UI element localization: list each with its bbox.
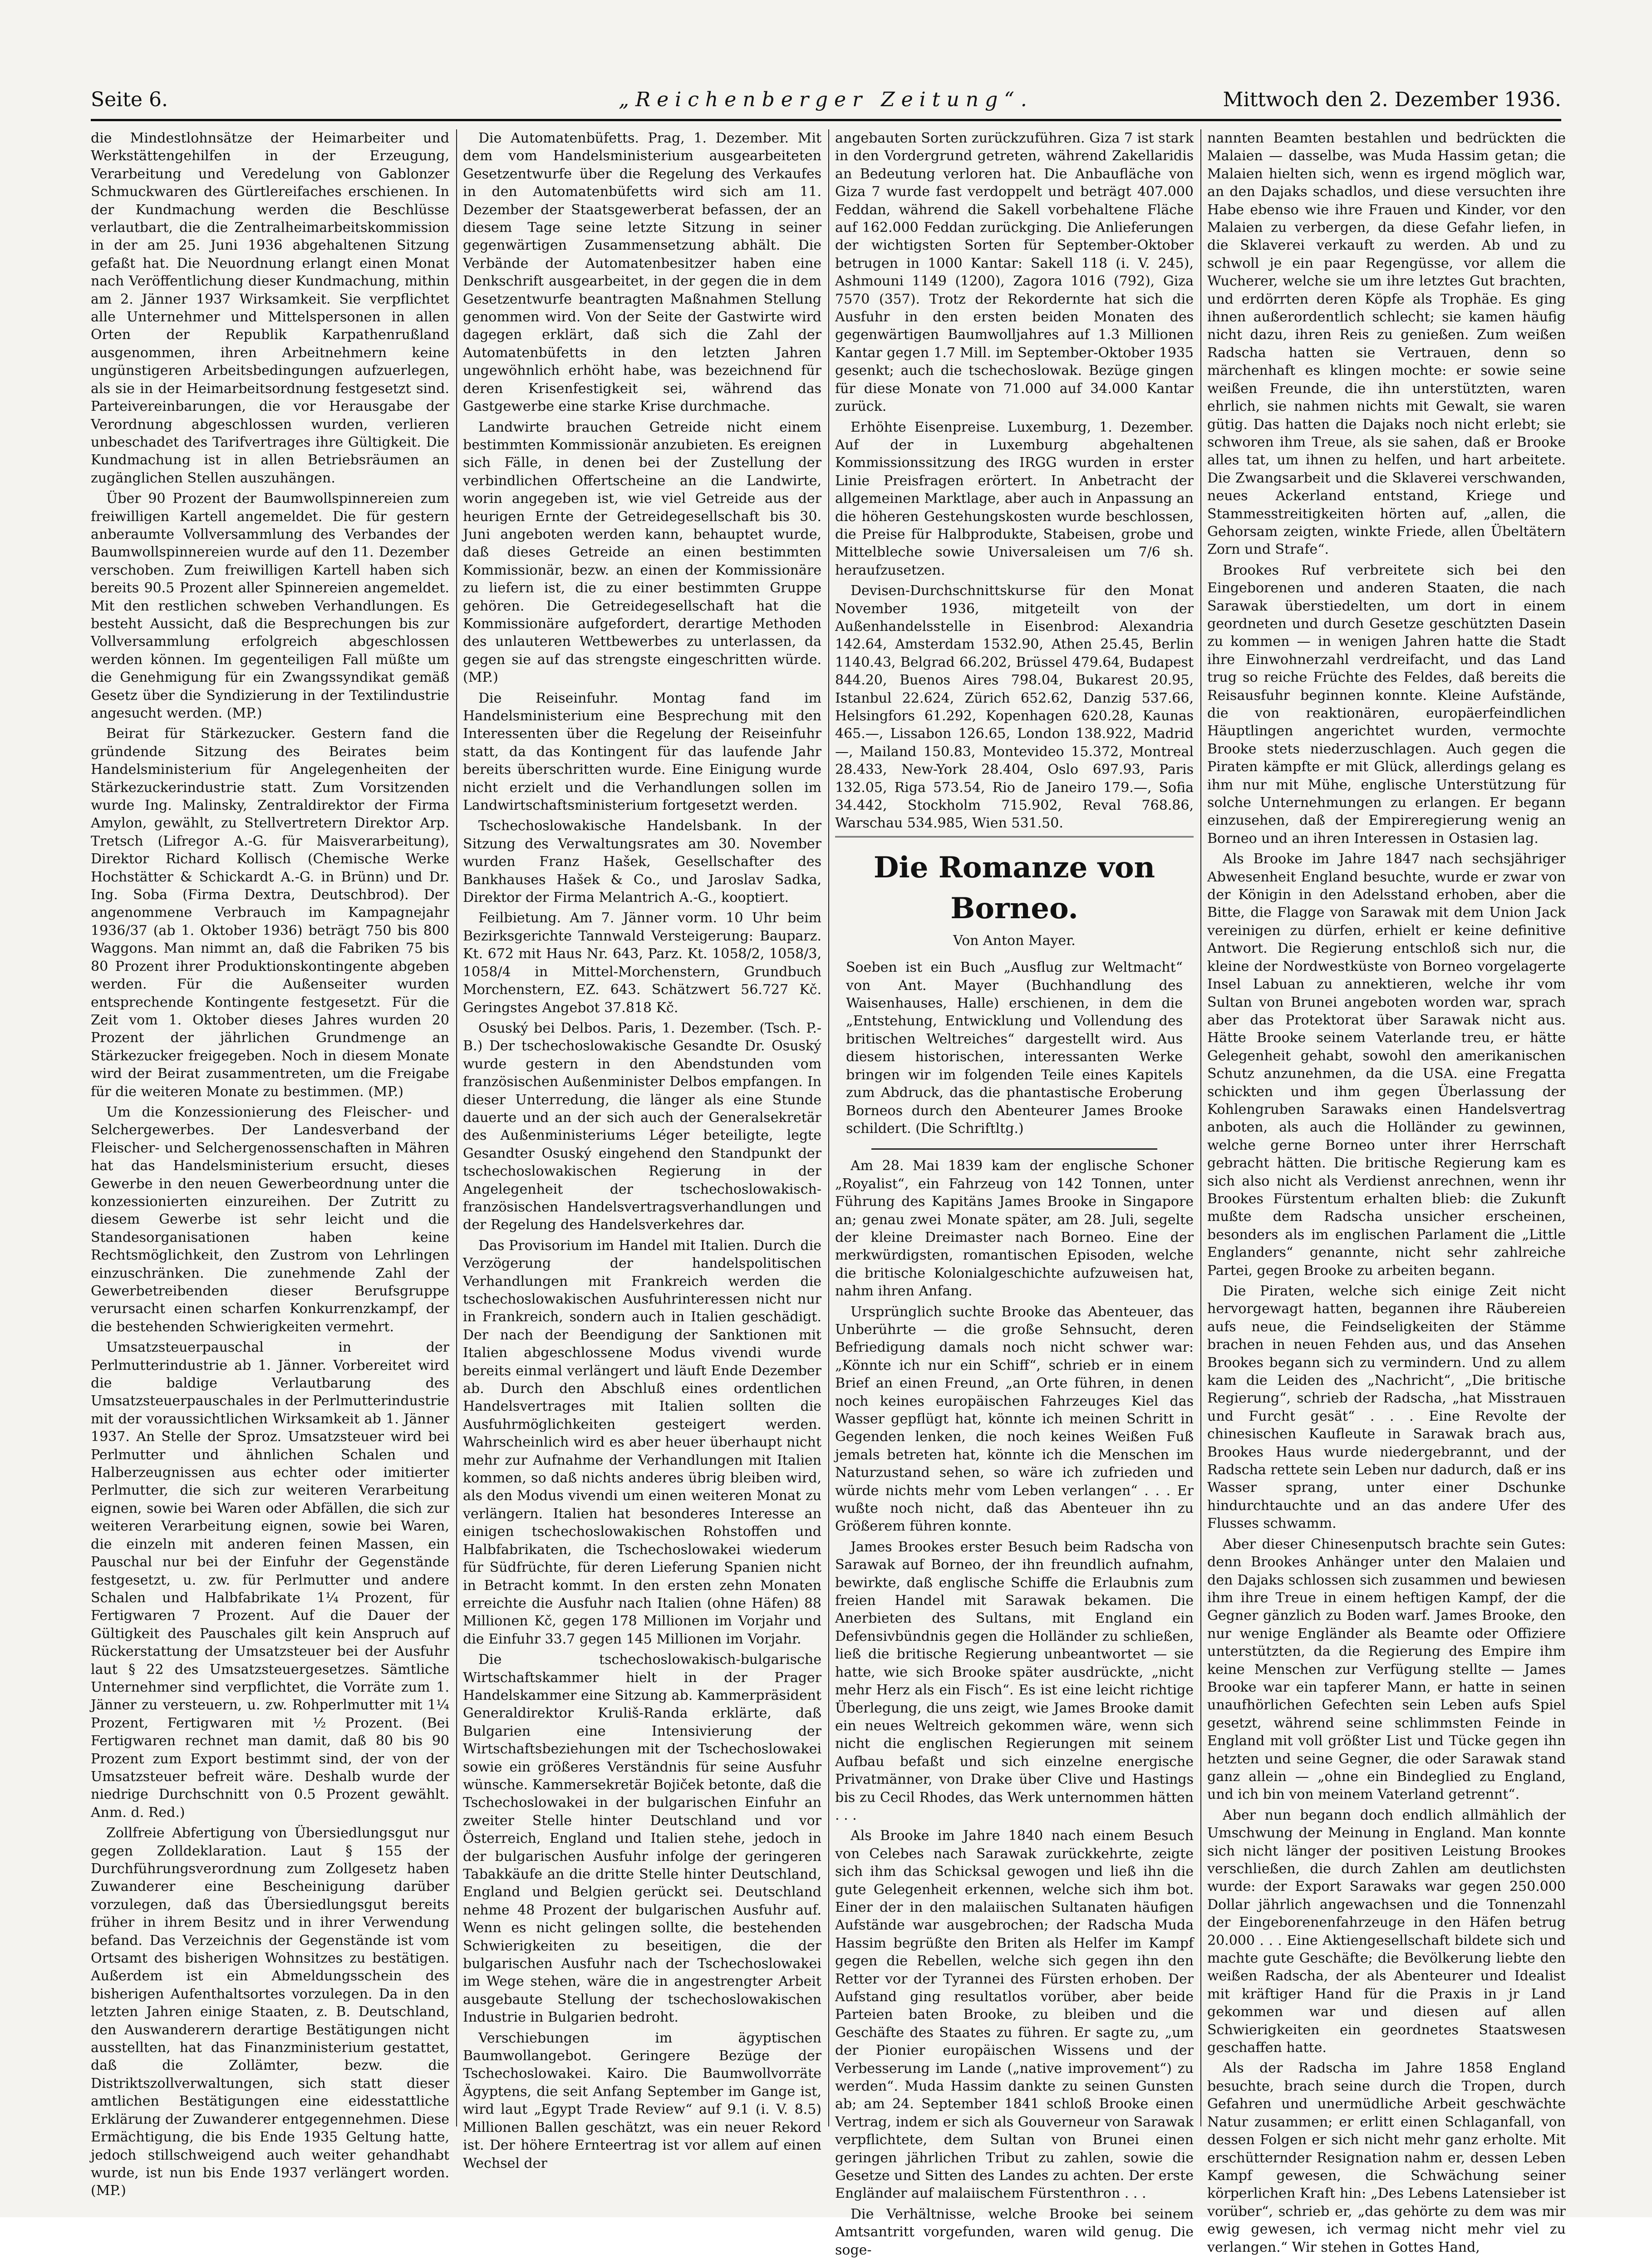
column-separator [1200, 129, 1201, 2126]
paragraph: Erhöhte Eisenpreise. Luxemburg, 1. Dezember. Auf der in Luxemburg abgehaltenen Kommissionssitzung des IRGG wurden in erster Linie Preisfragen erörtert. In Anbetracht der allgemeinen Marktlage, aber auch in Anpassung an die höheren Gestehungskosten wurde beschlossen, die Preise für Halbprodukte, Stabeisen, grobe und Mittelbleche sowie Universaleisen um 7/6 sh. heraufzusetzen. [835, 419, 1194, 578]
article-intro: Soeben ist ein Buch „Ausflug zur Weltmacht“ von Ant. Mayer (Buchhandlung des Waisenhauses, Halle) erschienen, in dem die „Entstehung, Entwicklung und Vollendung des britischen Weltreiches“ dargestellt wird. Aus diesem historischen, interessanten Werke bringen wir im folgenden Teile eines Kapitels zum Abdruck, das die phantastische Eroberung Borneos durch den Abenteurer James Brooke schildert. (Die Schriftltg.) [846, 960, 1183, 1137]
paragraph: Zollfreie Abfertigung von Übersiedlungsgut nur gegen Zolldeklaration. Laut § 155 der Durchführungsverordnung zum Zollgesetz haben Zuwanderer eine Bescheinigung darüber vorzulegen, daß das Übersiedlungsgut bereits früher in ihrem Besitz und in ihrer Verwendung befand. Das Verzeichnis der Gegenstände ist vom Ortsamt des bisherigen Wohnsitzes zu bestätigen. Außerdem ist ein Abmeldungsschein des bisherigen Aufenthaltsortes vorzulegen. Da in den letzten Jahren einige Staaten, z. B. Deutschland, den Auswanderern derartige Bestätigungen nicht ausstellten, hat das Finanzministerium gestattet, daß die Zollämter, bezw. die Distriktszollverwaltungen, sich statt dieser amtlichen Bestätigungen eine eidesstattliche Erklärung der Zuwanderer entgegennehmen. Diese Ermächtigung, die bis Ende 1935 Geltung hatte, jedoch stillschweigend auch weiter gehandhabt wurde, ist nun bis Ende 1937 verlängert worden. (MP.) [91, 1825, 449, 2199]
paragraph: Die Piraten, welche sich einige Zeit nicht hervorgewagt hatten, begannen ihre Räubereien aufs neue, die Feindseligkeiten der Stämme brachen in neuen Fehden aus, und das Ansehen Brookes begann sich zu vermindern. Und zu allem kam die Leiden des „Nachricht“, „Die britische Regierung“, schrieb der Radscha, „hat Misstrauen und Furcht gesät“ . . . Eine Revolte der chinesischen Kaufleute in Sarawak brach aus, Brookes Haus wurde niedergebrannt, und der Radscha rettete sein Leben nur dadurch, daß er ins Wasser sprang, unter einer Dschunke hindurchtauchte und an das andere Ufer des Flusses schwamm. [1207, 1283, 1566, 1532]
paragraph: Beirat für Stärkezucker. Gestern fand die gründende Sitzung des Beirates beim Handelsministerium für Angelegenheiten der Stärkezuckerindustrie statt. Zum Vorsitzenden wurde Ing. Malinsky, Zentraldirektor der Firma Amylon, gewählt, zu Stellvertretern Direktor Arp. Tretsch (Lifregor A.-G. für Maisverarbeitung), Direktor Richard Kollisch (Chemische Werke Hochstätter & Schickardt A.-G. in Brünn) und Dr. Ing. Soba (Firma Dextra, Deutschbrod). Der angenommene Verbrauch im Kampagnejahr 1936/37 (ab 1. Oktober 1936) beträgt 750 bis 800 Waggons. Man nimmt an, daß die Fabriken 75 bis 80 Prozent ihrer Produktionskontingente abgeben werden. Für die Außenseiter wurden entsprechende Kontingente festgesetzt. Für die Zeit vom 1. Oktober dieses Jahres wurden 20 Prozent der jährlichen Grundmenge an Stärkezucker freigegeben. Noch in diesem Monate wird der Beirat zusammentreten, um die Freigabe für die weiteren Monate zu bestimmen. (MP.) [91, 726, 449, 1100]
paragraph: Aber nun begann doch endlich allmählich der Umschwung der Meinung in England. Man konnte sich nicht länger der positiven Leistung Brookes verschließen, die durch Zahlen am deutlichsten wurde: der Export Sarawaks war gegen 250.000 Dollar jährlich angewachsen und die Tonnenzahl der Eingeborenenfahrzeuge in den Häfen betrug 20.000 . . . Eine Aktiengesellschaft bildete sich und machte gute Geschäfte; die Bevölkerung liebte den weißen Radscha, der als Abenteurer und Idealist mit kräftiger Hand für die Praxis in jr Land gekommen war und diesen auf allen Schwierigkeiten ein geordnetes Staatswesen geschaffen hatte. [1207, 1807, 1566, 2056]
paragraph: nannten Beamten bestahlen und bedrückten die Malaien — dasselbe, was Muda Hassim getan; die Malaien hielten sich, wenn es irgend möglich war, an den Dajaks schadlos, und diese versuchten ihre Habe ebenso wie ihre Frauen und Kinder, vor den Malaien zu verbergen, da diese Gefahr liefen, in die Sklaverei verkauft zu werden. Ab und zu schwoll je ein paar Regengüsse, vor allem die Wucherer, welche sie um ihre letztes Gut brachten, und erdörrten deren Köpfe als Trophäe. Es ging ihnen außerordentlich schlecht; sie kamen häufig nicht dazu, ihren Reis zu genießen. Zum weißen Radscha hatten sie Vertrauen, denn so märchenhaft es klingen mochte: er sowie seine weißen Freunde, die ihn unterstützten, waren ehrlich, sie nahmen nichts mit Gewalt, sie waren gütig. Das hatten die Dajaks noch nicht erlebt; sie schworen ihm Treue, als sie sahen, daß er Brooke alles tat, um ihnen zu helfen, und hart arbeitete. Die Zwangsarbeit und die Sklaverei verschwanden, neues Ackerland entstand, Kriege und Stammesstreitigkeiten hörten auf, „allen, die Gehorsam zeigten, winkte Friede, allen Übeltätern Zorn und Strafe“. [1207, 130, 1566, 558]
column-separator [828, 129, 829, 2126]
paragraph: Um die Konzessionierung des Fleischer- und Selchergewerbes. Der Landesverband der Fleischer- und Selchergenossenschaften in Mähren hat das Handelsministerium ersucht, dieses Gewerbe in den neuen Gewerbeordnung unter die konzessionierten einzureihen. Der Zutritt zu diesem Gewerbe ist sehr leicht und die Standesorganisationen haben keine Rechtsmöglichkeit, den Zustrom von Lehrlingen einzuschränken. Die zunehmende Zahl der Gewerbetreibenden dieser Berufsgruppe verursacht einen scharfen Konkurrenzkampf, der die bestehenden Schwierigkeiten vermehrt. [91, 1104, 449, 1335]
paragraph: Die Automatenbüfetts. Prag, 1. Dezember. Mit dem vom Handelsministerium ausgearbeiteten Gesetzentwurfe über die Regelung des Verkaufes in den Automatenbüfetts wird sich am 11. Dezember der Staatsgewerberat befassen, der an diesem Tage seine letzte Sitzung in seiner gegenwärtigen Zusammensetzung abhält. Die Verbände der Automatenbesitzer haben eine Denkschrift ausgearbeitet, in der gegen die in dem Gesetzentwurfe beantragten Maßnahmen Stellung genommen wird. Von der Seite der Gastwirte wird dagegen erklärt, daß sich die Zahl der Automatenbüfetts in den letzten Jahren ungewöhnlich erhöht habe, was bezeichnend für deren Krisenfestigkeit sei, während das Gastgewerbe eine starke Krise durchmache. [463, 130, 821, 415]
paragraph: Verschiebungen im ägyptischen Baumwollangebot. Geringere Bezüge der Tschechoslowakei. Kairo. Die Baumwollvorräte Ägyptens, die seit Anfang September im Gange ist, wird laut „Egypt Trade Review“ auf 9.1 (i. V. 8.5) Millionen Ballen geschätzt, was ein neuer Rekord ist. Der höhere Ernteertrag ist vor allem auf einen Wechsel der [463, 2030, 821, 2171]
paragraph: Tschechoslowakische Handelsbank. In der Sitzung des Verwaltungsrates am 30. November wurden Franz Hašek, Gesellschafter des Bankhauses Hašek & Co., und Jaroslav Sadka, Direktor der Firma Melantrich A.-G., kooptiert. [463, 818, 821, 906]
section-divider [835, 836, 1194, 839]
paragraph: Umsatzsteuerpauschal in der Perlmutterindustrie ab 1. Jänner. Vorbereitet wird die baldige Verlautbarung des Umsatzsteuerpauschales in der Perlmutterindustrie mit der voraussichtlichen Wirksamkeit ab 1. Jänner 1937. An Stelle der Sproz. Umsatzsteuer wird bei Perlmutter und ähnlichen Schalen und Halberzeugnissen aus echter oder imitierter Perlmutter, die sich zur weiteren Verarbeitung eignen, sowie bei Waren oder Abfällen, die sich zur weiteren Verarbeitung eignen, sowie bei Waren, die einzeln mit anderen feinen Massen, ein Pauschal nur bei der Einfuhr der Gegenstände festgesetzt, u. zw. für Perlmutter und andere Schalen und Halbfabrikate 1¼ Prozent, für Fertigwaren 7 Prozent. Auf die Dauer der Gültigkeit des Pauschales gilt kein Anspruch auf Rückerstattung der Umsatzsteuer bei der Ausfuhr laut § 22 des Umsatzsteuergesetzes. Sämtliche Unternehmer sind verpflichtet, die Vorräte zum 1. Jänner zu versteuern, u. zw. Rohperlmutter mit 1¼ Prozent, Fertigwaren mit ½ Prozent. (Bei Fertigwaren rechnet man damit, daß 80 bis 90 Prozent zum Export bestimmt sind, der von der Umsatzsteuer befreit wäre. Deshalb wurde der niedrige Durchschnitt von 0.5 Prozent gewählt. Anm. d. Red.) [91, 1339, 449, 1821]
paragraph: Osuský bei Delbos. Paris, 1. Dezember. (Tsch. P.-B.) Der tschechoslowakische Gesandte Dr. Osuský wurde gestern in den Abendstunden vom französischen Außenminister Delbos empfangen. In dieser Unterredung, die länger als eine Stunde dauerte und an der sich auch der Generalsekretär des Außenministeriums Léger beteiligte, legte Gesandter Osuský eingehend den Standpunkt der tschechoslowakischen Regierung in der Angelegenheit der tschechoslowakisch-französischen Handelsvertragsverhandlungen und der Regelung des Handelsverkehres dar. [463, 1020, 821, 1233]
article-title: Die Romanze von Borneo. [873, 850, 1155, 925]
paragraph: Brookes Ruf verbreitete sich bei den Eingeborenen und anderen Staaten, die nach Sarawak überstiedelten, um dort in einem geordneten und durch Gesetze geschützten Dasein zu kommen — in wenigen Jahren hatte die Stadt ihre Einwohnerzahl verdreifacht, und das Land trug so reiche Früchte des Feldes, daß bereits die Reisausfuhr beginnen konnte. Kleine Aufstände, die von reaktionären, europäerfeindlichen Häuptlingen angerichtet wurden, vermochte Brooke stets niederzuschlagen. Auch gegen die Piraten kämpfte er mit Glück, allerdings gelang es ihm nur mit Mühe, englische Unterstützung für solche Unternehmungen zu erlangen. Er begann einzusehen, daß der Empireregierung wenig an Borneo und an ihren Interessen in Ostasien lag. [1207, 562, 1566, 847]
paragraph: Landwirte brauchen Getreide nicht einem bestimmten Kommissionär anzubieten. Es ereignen sich Fälle, in denen bei der Zustellung der verbindlichen Offertscheine an die Landwirte, worin angegeben ist, wie viel Getreide aus der heurigen Ernte der Getreidegesellschaft bis 30. Juni angeboten werden kann, behauptet wurde, daß dieses Getreide an einen bestimmten Kommissionär, bezw. an einen der Kommissionäre zu liefern ist, die zu einer bestimmten Gruppe gehören. Die Getreidegesellschaft hat die Kommissionäre aufgefordert, derartige Methoden des unlauteren Wettbewerbes zu unterlassen, da gegen sie auf das strengste eingeschritten würde. (MP.) [463, 419, 821, 686]
paragraph: Am 28. Mai 1839 kam der englische Schoner „Royalist“, ein Fahrzeug von 142 Tonnen, unter Führung des Kapitäns James Brooke in Singapore an; genau zwei Monate später, am 28. Juli, segelte der kleine Dreimaster nach Borneo. Eine der merkwürdigsten, romantischen Episoden, welche die britische Kolonialgeschichte aufzuweisen hat, nahm ihren Anfang. [835, 1158, 1194, 1299]
paragraph: Feilbietung. Am 7. Jänner vorm. 10 Uhr beim Bezirksgerichte Tannwald Versteigerung: Bauparz. Kt. 672 mit Haus Nr. 643, Parz. Kt. 1058/2, 1058/3, 1058/4 in Mittel-Morchenstern, Grundbuch Morchenstern, EZ. 643. Schätzwert 56.727 Kč. Geringstes Angebot 37.818 Kč. [463, 910, 821, 1016]
intro-divider [871, 1148, 1157, 1150]
paragraph: Aber dieser Chinesenputsch brachte sein Gutes: denn Brookes Anhänger unter den Malaien und den Dajaks schlossen sich zusammen und bewiesen ihm ihre Treue in einem heftigen Kampf, der die Gegner gänzlich zu Boden warf. James Brooke, den nur wenige Engländer als Beamte oder Offiziere unterstützten, da die Regierung des Empire ihm keine Menschen zur Verfügung stellte — James Brooke war ein tapferer Mann, er hatte in seinen unaufhörlichen Gefechten sein Leben aufs Spiel gesetzt, während seine schlimmsten Feinde in England mit voll größter List und Tücke gegen ihn hetzten und seine Gegner, die oder Sarawak stand ganz allein — „ohne ein Bindeglied zu England, und ich bin von meinem Vaterland getrennt“. [1207, 1536, 1566, 1803]
page-header [91, 86, 1561, 113]
paragraph: Als Brooke im Jahre 1840 nach einem Besuch von Celebes nach Sarawak zurückkehrte, zeigte sich ihm das Schicksal gewogen und ließ ihn die gute Gelegenheit erkennen, welche sich ihm bot. Einer der in den malaiischen Sultanaten häufigen Aufstände war ausgebrochen; der Radscha Muda Hassim begrüßte den Briten als Helfer im Kampf gegen die Rebellen, welche sich gegen ihn den Retter vor der Tyrannei des Fürsten erhoben. Der Aufstand ging resultatlos vorüber, aber beide Parteien baten Brooke, zu bleiben und die Geschäfte des Staates zu führen. Er sagte zu, „um der Pionier europäischen Wissens und der Verbesserung im Lande („native improvement“) zu werden“. Muda Hassim dankte zu seinen Gunsten ab; am 24. September 1841 schloß Brooke einen Vertrag, indem er sich als Gouverneur von Sarawak verpflichtete, dem Sultan von Brunei einen geringen jährlichen Tribut zu zahlen, sowie die Gesetze und Sitten des Landes zu achten. Der erste Engländer auf malaiischem Fürstenthron . . . [835, 1828, 1194, 2202]
column-2 [463, 129, 821, 2171]
paragraph: Ursprünglich suchte Brooke das Abenteuer, das Unberührte — die große Sehnsucht, deren Befriedigung damals noch nicht schwer war: „Könnte ich nur ein Schiff“, schrieb er in einem Brief an einen Freund, „an Orte führen, in denen noch keines europäischen Fahrzeuges Kiel das Wasser gepflügt hat, könnte ich meinen Schritt in Gegenden lenken, die noch keines Weißen Fuß jemals betreten hat, könnte ich die Menschen im Naturzustand sehen, so wäre ich zufrieden und würde nichts mehr vom Leben verlangen“ . . . Er wußte noch nicht, daß das Abenteuer ihn zu Größerem führen konnte. [835, 1304, 1194, 1535]
page-number: Seite 6. [91, 88, 168, 111]
paragraph: angebauten Sorten zurückzuführen. Giza 7 ist stark in den Vordergrund getreten, während Zakellaridis an Bedeutung verloren hat. Die Anbaufläche von Giza 7 wurde fast verdoppelt und beträgt 407.000 Feddan, während die Sakell vorbehaltene Fläche auf 162.000 Feddan zurückging. Die Anlieferungen der wichtigsten Sorten für September-Oktober betrugen in 1000 Kantar: Sakell 118 (i. V. 245), Ashmouni 1149 (1200), Zagora 1016 (792), Giza 7570 (357). Trotz der Rekordernte hat sich die Ausfuhr in den ersten beiden Monaten des gegenwärtigen Baumwolljahres auf 1.3 Millionen Kantar gegen 1.7 Mill. im September-Oktober 1935 gesenkt; auch die tschechoslowak. Bezüge gingen für diese Monate von 71.000 auf 34.000 Kantar zurück. [835, 130, 1194, 415]
paragraph: Als der Radscha im Jahre 1858 England besuchte, brach seine durch die Tropen, durch Gefahren und unermüdliche Arbeit geschwächte Natur zusammen; er erlitt einen Schlaganfall, von dessen Folgen er sich nicht mehr ganz erholte. Mit erschütternder Resignation nahm er, dessen Leben Kampf gewesen, die Schwächung seiner körperlichen Kraft hin: „Des Lebens Latensieber ist vorüber“, schrieb er, „das gehörte zu dem was mir ewig gewesen, ich vermag nicht mehr viel zu verlangen.“ Wir stehen in Gottes Hand, [1207, 2060, 1566, 2255]
paragraph: James Brookes erster Besuch beim Radscha von Sarawak auf Borneo, der ihn freundlich aufnahm, bewirkte, daß englische Schiffe die Erlaubnis zum freien Handel mit Sarawak bekamen. Die Anerbieten des Sultans, mit England ein Defensivbündnis gegen die Holländer zu schließen, ließ die britische Regierung unbeantwortet — sie hatte, wie sich Brooke später ausdrückte, „nicht mehr Herz als ein Fisch“. Es ist eine leicht richtige Überlegung, die uns zeigt, wie James Brooke damit ein neues Weltreich gekommen wäre, wenn sich nicht die englischen Regierungen mit seinem Aufbau befaßt und sich einzelne energische Privatmänner, von Drake über Clive und Hastings bis zu Cecil Rhodes, das Werk unternommen hätten . . . [835, 1539, 1194, 1823]
column-separator [456, 129, 457, 2126]
paragraph: Das Provisorium im Handel mit Italien. Durch die Verzögerung der handelspolitischen Verhandlungen mit Frankreich werden die tschechoslowakischen Ausfuhrinteressen nicht nur in Frankreich, sondern auch in Italien geschädigt. Der nach der Beendigung der Sanktionen mit Italien abgeschlossene Modus vivendi wurde bereits einmal verlängert und läuft Ende Dezember ab. Durch den Abschluß eines ordentlichen Handelsvertrages mit Italien sollten die Ausfuhrmöglichkeiten gesteigert werden. Wahrscheinlich wird es aber heuer überhaupt nicht mehr zur Aufnahme der Verhandlungen mit Italien kommen, so daß nichts anderes übrig bleiben wird, als den Modus vivendi um einen weiteren Monat zu verlängern. Italien hat besonderes Interesse an einigen tschechoslowakischen Rohstoffen und Halbfabrikaten, die Tschechoslowakei wiederum für Südfrüchte, für deren Lieferung Spanien nicht in Betracht kommt. In den ersten zehn Monaten erreichte die Ausfuhr nach Italien (ohne Häfen) 88 Millionen Kč, gegen 178 Millionen im Vorjahr und die Einfuhr 33.7 gegen 145 Millionen im Vorjahr. [463, 1237, 821, 1647]
paragraph: Devisen-Durchschnittskurse für den Monat November 1936, mitgeteilt von der Außenhandelsstelle in Eisenbrod: Alexandria 142.64, Amsterdam 1532.90, Athen 25.45, Berlin 1140.43, Belgrad 66.202, Brüssel 479.64, Budapest 844.20, Buenos Aires 798.04, Bukarest 20.95, Istanbul 22.624, Zürich 652.62, Danzig 537.66, Helsingfors 61.292, Kopenhagen 620.28, Kaunas 465.—, Lissabon 126.65, London 138.922, Madrid—, Mailand 150.83, Montevideo 15.372, Montreal 28.433, New-York 28.404, Oslo 697.93, Paris 132.05, Riga 573.54, Rio de Janeiro 179.—, Sofia 34.442, Stockholm 715.902, Reval 768.86, Warschau 534.985, Wien 531.50. [835, 583, 1194, 832]
column-1 [91, 129, 449, 2199]
article-author: Von Anton Mayer. [953, 932, 1076, 949]
newspaper-title: „Reichenberger Zeitung“. [619, 88, 1033, 111]
paragraph: Die tschechoslowakisch-bulgarische Wirtschaftskammer hielt in der Prager Handelskammer eine Sitzung ab. Kammerpräsident Generaldirektor Kruliš-Randa erklärte, daß Bulgarien eine Intensivierung der Wirtschaftsbeziehungen mit der Tschechoslowakei sowie ein größeres Verständnis für seine Ausfuhr wünsche. Kammersekretär Bojiček betonte, daß die Tschechoslowakei in der bulgarischen Einfuhr an zweiter Stelle hinter Deutschland und vor Österreich, England und Italien stehe, jedoch in der bulgarischen Ausfuhr infolge der geringeren Tabakkäufe an die dritte Stelle hinter Deutschland, England und Belgien gerückt sei. Deutschland nehme 48 Prozent der bulgarischen Ausfuhr auf. Wenn es nicht gelingen sollte, die bestehenden Schwierigkeiten zu beseitigen, die der bulgarischen Ausfuhr nach der Tschechoslowakei im Wege stehen, wäre die in angestrengter Arbeit ausgebaute Stellung der tschechoslowakischen Industrie in Bulgarien bedroht. [463, 1652, 821, 2026]
paragraph: Als Brooke im Jahre 1847 nach sechsjähriger Abwesenheit England besuchte, wurde er zwar von der Königin in den Adelsstand erhoben, aber die Bitte, die Flagge von Sarawak mit dem Union Jack vereinigen zu dürfen, erhielt er keine definitive Antwort. Die Regierung entschloß sich nur, die kleine der Nordwestküste von Borneo vorgelagerte Insel Labuan zu annektieren, welche ihr vom Sultan von Brunei angeboten worden war, sprach aber das Protektorat über Sarawak nicht aus. Hätte Brooke seinem Vaterlande treu, er hätte Gelegenheit gehabt, sowohl den amerikanischen Schutz anzunehmen, da die USA. eine Fregatta schickten und ihm gegen Überlassung der Kohlengruben Sarawaks einen Handelsvertrag anboten, als auch die Holländer zu gewinnen, welche gerne Borneo unter ihrer Herrschaft gebracht hätten. Die britische Regierung kam es sich also nicht als Verdienst anrechnen, wenn ihr Brookes Fürstentum erhalten blieb: die Zukunft mußte dem Radscha unsicher erscheinen, besonders als im englischen Parlament die „Little Englanders“ genannte, nicht sehr zahlreiche Partei, gegen Brooke zu arbeiten begann. [1207, 851, 1566, 1279]
column-4 [1207, 129, 1566, 2255]
paragraph: Die Verhältnisse, welche Brooke bei seinem Amtsantritt vorgefunden, waren wild genug. Die soge- [835, 2206, 1194, 2258]
header-rule [91, 119, 1561, 121]
issue-date: Mittwoch den 2. Dezember 1936. [1223, 88, 1561, 111]
paragraph: Über 90 Prozent der Baumwollspinnereien zum freiwilligen Kartell angemeldet. Die für gestern anberaumte Vollversammlung des Verbandes der Baumwollspinnereien wurde auf den 11. Dezember verschoben. Zum freiwilligen Kartell haben sich bereits 90.5 Prozent aller Spinnereien angemeldet. Mit den restlichen schweben Verhandlungen. Es besteht Aussicht, daß die Besprechungen bis zur Vollversammlung erfolgreich abgeschlossen werden können. Im gegenteiligen Fall müßte um die Genehmigung für ein Zwangssyndikat gemäß Gesetz über die Syndizierung in der Textilindustrie angesucht werden. (MP.) [91, 491, 449, 721]
column-3 [835, 129, 1194, 2258]
paragraph: die Mindestlohnsätze der Heimarbeiter und Werkstättengehilfen in der Erzeugung, Verarbeitung und Veredelung von Gablonzer Schmuckwaren des Gürtlereifaches erschienen. In der Kundmachung werden die Beschlüsse verlautbart, die die Zentralheimarbeitskommission in der am 25. Juni 1936 abgehaltenen Sitzung gefaßt hat. Die Neuordnung erlangt einen Monat nach Veröffentlichung dieser Kundmachung, mithin am 2. Jänner 1937 Wirksamkeit. Sie verpflichtet alle Unternehmer und Mittelspersonen in allen Orten der Republik Karpathenrußland ausgenommen, ihren Arbeitnehmern keine ungünstigeren Arbeitsbedingungen aufzuerlegen, als sie in der Heimarbeitsordnung festgesetzt sind. Parteivereinbarungen, die vor Herausgabe der Verordnung abgeschlossen wurden, verlieren unbeschadet des Tarifvertrages ihre Gültigkeit. Die Kundmachung ist in allen Betriebsräumen an zugänglichen Stellen auszuhängen. [91, 130, 449, 486]
paragraph: Die Reiseinfuhr. Montag fand im Handelsministerium eine Besprechung mit den Interessenten über die Regelung der Reiseinfuhr statt, da das Kontingent für das laufende Jahr bereits überschritten wurde. Eine Einigung wurde nicht erzielt und die Verhandlungen sollen im Landwirtschaftsministerium fortgesetzt werden. [463, 690, 821, 814]
